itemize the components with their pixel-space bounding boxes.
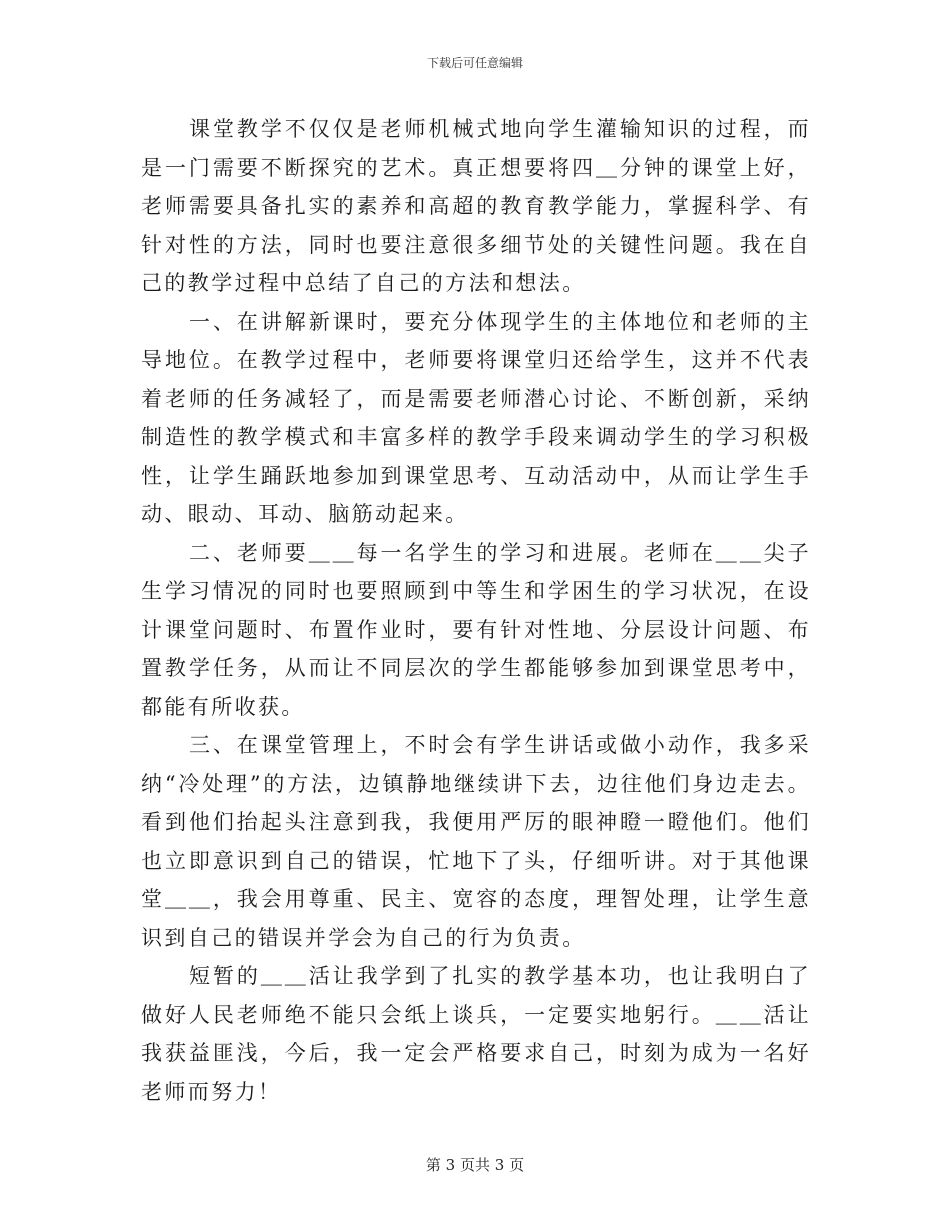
- paragraph-conclusion: 短暂的＿＿活让我学到了扎实的教学基本功，也让我明白了做好人民老师绝不能只会纸上谈兵，一定要实地躬行。＿＿活让我获益匪浅，今后，我一定会严格要求自己，时刻为成为一名好老师而努力！: [141, 964, 811, 1104]
- paragraph-point-one: 一、在讲解新课时，要充分体现学生的主体地位和老师的主导地位。在教学过程中，老师要将课堂归还给学生，这并不代表着老师的任务减轻了，而是需要老师潜心讨论、不断创新，采纳制造性的教学模式和丰富多样的教学手段来调动学生的学习积极性，让学生踊跃地参加到课堂思考、互动活动中，从而让学生手动、眼动、耳动、脑筋动起来。: [141, 309, 811, 526]
- document-body: [141, 110, 811, 1111]
- page-number: 第 3 页共 3 页: [425, 1156, 525, 1174]
- paragraph-point-three: 三、在课堂管理上，不时会有学生讲话或做小动作，我多采纳“冷处理”的方法，边镇静地继续讲下去，边往他们身边走去。看到他们抬起头注意到我，我便用严厉的眼神瞪一瞪他们。他们也立即意识到自己的错误，忙地下了头，仔细听讲。对于其他课堂＿＿，我会用尊重、民主、宽容的态度，理智处理，让学生意识到自己的错误并学会为自己的行为负责。: [141, 733, 811, 950]
- page-header: 下载后可任意编辑: [426, 56, 523, 70]
- paragraph-point-two: 二、老师要＿＿每一名学生的学习和进展。老师在＿＿尖子生学习情况的同时也要照顾到中等生和学困生的学习状况，在设计课堂问题时、布置作业时，要有针对性地、分层设计问题、布置教学任务，从而让不同层次的学生都能够参加到课堂思考中，都能有所收获。: [141, 540, 811, 719]
- paragraph-intro: 课堂教学不仅仅是老师机械式地向学生灌输知识的过程，而是一门需要不断探究的艺术。真正想要将四＿分钟的课堂上好，老师需要具备扎实的素养和高超的教育教学能力，掌握科学、有针对性的方法，同时也要注意很多细节处的关键性问题。我在自己的教学过程中总结了自己的方法和想法。: [141, 117, 811, 295]
